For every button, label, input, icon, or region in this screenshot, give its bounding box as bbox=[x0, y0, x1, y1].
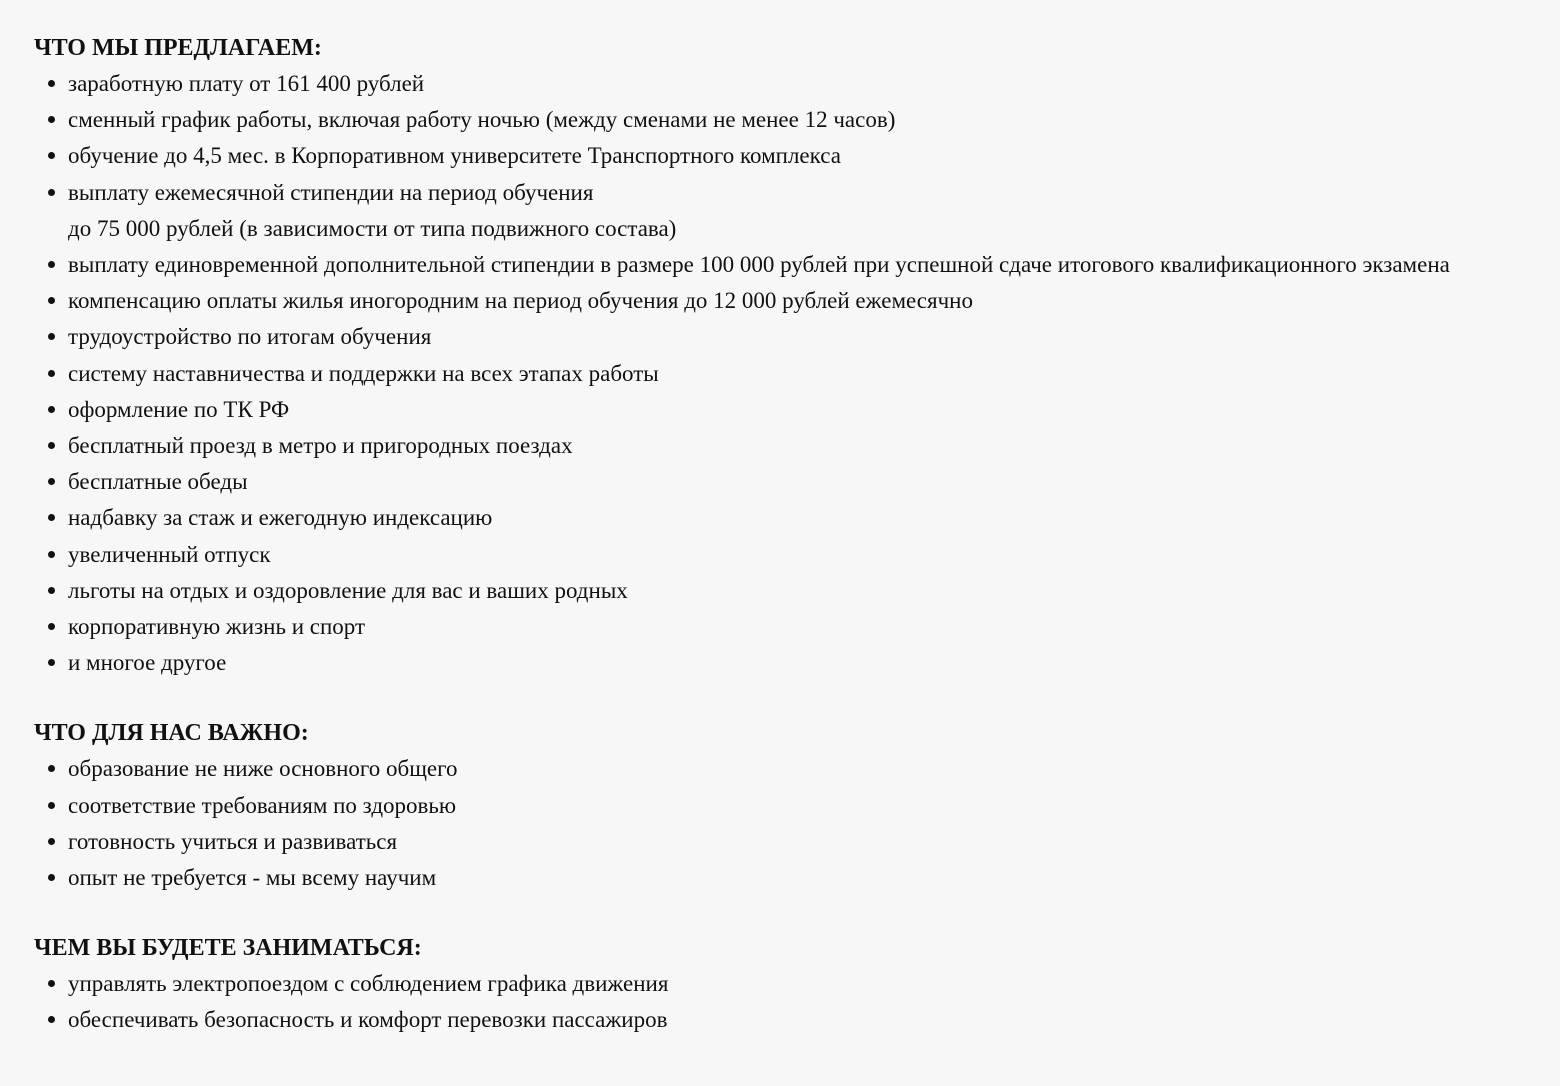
list-item bbox=[34, 788, 1544, 824]
list-item bbox=[34, 175, 1544, 247]
list-item-text: выплату ежемесячной стипендии на период обучения bbox=[68, 179, 594, 205]
list-item-text: соответствие требованиям по здоровью bbox=[68, 792, 457, 818]
bullet-icon bbox=[48, 1016, 55, 1023]
section-duties bbox=[34, 930, 1544, 1038]
list-item-text: бесплатные обеды bbox=[68, 469, 248, 495]
bullet-icon bbox=[48, 333, 55, 340]
bullet-icon bbox=[48, 802, 55, 809]
list-item-text: компенсацию оплаты жилья иногородним на период обучения до 12 000 рублей ежемесячно bbox=[68, 288, 973, 314]
list-item bbox=[34, 966, 1544, 1002]
bullet-icon bbox=[48, 297, 55, 304]
list-item-text: обеспечивать безопасность и комфорт перевозки пассажиров bbox=[68, 1007, 668, 1033]
list-item-text: до 75 000 рублей (в зависимости от типа подвижного состава) bbox=[68, 215, 677, 241]
bullet-icon bbox=[48, 189, 55, 196]
bullet-icon bbox=[48, 623, 55, 630]
list-item bbox=[34, 751, 1544, 787]
list-item-text: льготы на отдых и оздоровление для вас и ваших родных bbox=[68, 577, 628, 603]
bullet-icon bbox=[48, 551, 55, 558]
bullet-icon bbox=[48, 116, 55, 123]
section-title-offer: ЧТО МЫ ПРЕДЛАГАЕМ: bbox=[34, 35, 322, 61]
list-item bbox=[34, 247, 1544, 283]
list-item bbox=[34, 356, 1544, 392]
list-item-text: выплату единовременной дополнительной стипендии в размере 100 000 рублей при успешной сдаче итогового квалификационного экзамена bbox=[68, 252, 1450, 278]
list-item-text: бесплатный проезд в метро и пригородных поездах bbox=[68, 433, 573, 459]
list-item-text: сменный график работы, включая работу ночью (между сменами не менее 12 часов) bbox=[68, 107, 896, 133]
list-item-text: оформление по ТК РФ bbox=[68, 396, 290, 422]
bullet-icon bbox=[48, 261, 55, 268]
bullet-icon bbox=[48, 370, 55, 377]
list-item bbox=[34, 464, 1544, 500]
section-offer bbox=[34, 30, 1544, 681]
bullet-icon bbox=[48, 874, 55, 881]
section-title-duties: ЧЕМ ВЫ БУДЕТЕ ЗАНИМАТЬСЯ: bbox=[34, 935, 422, 962]
list-item bbox=[34, 102, 1544, 138]
duties-list bbox=[34, 966, 1544, 1038]
bullet-icon bbox=[48, 587, 55, 594]
list-item bbox=[34, 609, 1544, 645]
list-item-text: готовность учиться и развиваться bbox=[68, 828, 398, 854]
list-item-text: и многое другое bbox=[68, 650, 227, 676]
bullet-icon bbox=[48, 80, 55, 87]
bullet-icon bbox=[48, 514, 55, 521]
list-item bbox=[34, 283, 1544, 319]
list-item-text: обучение до 4,5 мес. в Корпоративном университете Транспортного комплекса bbox=[68, 143, 841, 169]
bullet-icon bbox=[48, 659, 55, 666]
bullet-icon bbox=[48, 765, 55, 772]
bullet-icon bbox=[48, 442, 55, 449]
list-item bbox=[34, 138, 1544, 174]
list-item bbox=[34, 392, 1544, 428]
list-item bbox=[34, 645, 1544, 681]
section-requirements bbox=[34, 715, 1544, 896]
list-item bbox=[34, 860, 1544, 896]
list-item bbox=[34, 573, 1544, 609]
list-item bbox=[34, 500, 1544, 536]
list-item-text: управлять электропоездом с соблюдением графика движения bbox=[68, 971, 669, 997]
offer-list bbox=[34, 66, 1544, 681]
vacancy-description bbox=[34, 30, 1544, 1039]
bullet-icon bbox=[48, 152, 55, 159]
bullet-icon bbox=[48, 406, 55, 413]
list-item bbox=[34, 1002, 1544, 1038]
list-item-text: заработную плату от 161 400 рублей bbox=[68, 71, 425, 96]
list-item bbox=[34, 319, 1544, 355]
list-item-text: увеличенный отпуск bbox=[68, 541, 271, 567]
list-item bbox=[34, 537, 1544, 573]
list-item bbox=[34, 66, 1544, 102]
list-item-text: опыт не требуется - мы всему научим bbox=[68, 865, 437, 891]
list-item bbox=[34, 428, 1544, 464]
list-item-text: образование не ниже основного общего bbox=[68, 756, 458, 782]
list-item-text: корпоративную жизнь и спорт bbox=[68, 614, 366, 640]
section-title-requirements: ЧТО ДЛЯ НАС ВАЖНО: bbox=[34, 720, 309, 747]
list-item-text: надбавку за стаж и ежегодную индексацию bbox=[68, 505, 493, 531]
requirements-list bbox=[34, 751, 1544, 896]
list-item bbox=[34, 824, 1544, 860]
list-item-text: трудоустройство по итогам обучения bbox=[68, 324, 432, 350]
bullet-icon bbox=[48, 478, 55, 485]
bullet-icon bbox=[48, 838, 55, 845]
list-item-text: систему наставничества и поддержки на всех этапах работы bbox=[68, 360, 659, 386]
bullet-icon bbox=[48, 980, 55, 987]
